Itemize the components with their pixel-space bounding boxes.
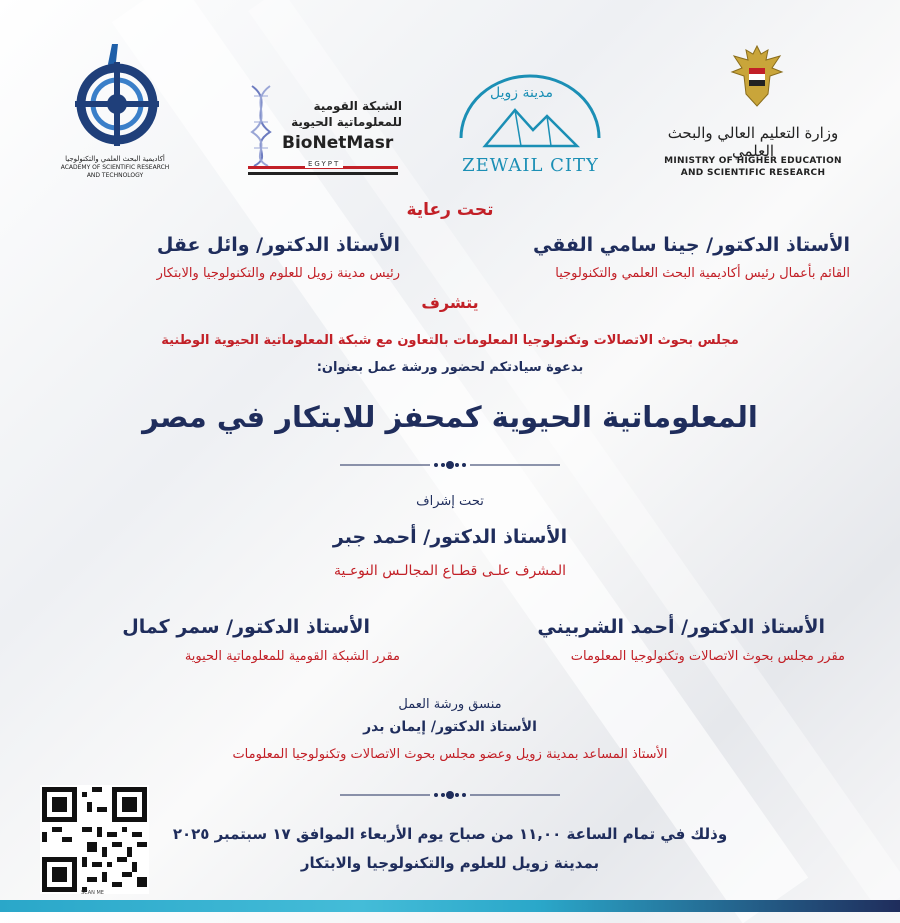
supervision-name: الأستاذ الدكتور/ أحمد جبر [332,526,568,548]
patronage-right-name: الأستاذ الدكتور/ جينا سامي الفقي [532,234,850,256]
council-line: مجلس بحوث الاتصالات وتكنولوجيا المعلومات بالتعاون مع شبكة المعلوماتية الحيوية الوطنية [161,333,739,348]
ministry-english-name [648,155,858,179]
ministry-english-line2: AND SCIENTIFIC RESEARCH [680,168,826,178]
event-place: بمدينة زويل للعلوم والتكنولوجيا والابتكار [300,854,600,872]
ornament-divider [340,460,560,470]
patronage-heading: تحت رعاية [406,200,494,220]
qr-caption: SCAN ME [81,890,104,896]
coordinator-name: الأستاذ الدكتور/ إيمان بدر [363,719,537,735]
academy-arabic-name: أكاديمية البحث العلمي والتكنولوجيا [65,155,165,163]
coordinator-title: الأستاذ المساعد بمدينة زويل وعضو مجلس بحوث الاتصالات وتكنولوجيا المعلومات [232,747,668,762]
academy-emblem-icon [72,42,162,152]
ministry-english-line1: MINISTRY OF HIGHER EDUCATION [664,156,842,166]
bionet-arabic-name [272,98,402,130]
rapporteur-left-name: الأستاذ الدكتور/ سمر كمال [122,616,370,638]
zewail-pyramids-icon [455,68,605,158]
rapporteur-right-name: الأستاذ الدكتور/ أحمد الشربيني [537,616,825,638]
honored-heading: يتشرف [421,293,479,312]
ornament-divider [340,790,560,800]
eagle-emblem-icon [728,42,786,112]
bionet-country: EGYPT [305,160,343,168]
qr-code-icon [42,787,147,892]
zewail-english-name: ZEWAIL CITY [462,155,599,176]
supervision-heading: تحت إشراف [416,494,484,509]
academy-english-line2: AND TECHNOLOGY [86,172,144,179]
bionet-arabic-line2: للمعلوماتية الحيوية [291,115,402,129]
bionet-english-name: BioNetMasr [282,133,394,153]
coordinator-heading: منسق ورشة العمل [398,697,502,712]
supervision-title: المشرف علـى قطـاع المجالـس النوعـية [334,563,566,579]
patronage-left-name: الأستاذ الدكتور/ وائل عقل [156,234,400,256]
ministry-arabic-name: وزارة التعليم العالي والبحث العلمي [667,124,839,160]
rapporteur-left-title: مقرر الشبكة القومية للمعلوماتية الحيوية [184,649,400,664]
patronage-right-title: القائم بأعمال رئيس أكاديمية البحث العلمي والتكنولوجيا [555,266,850,281]
zewail-arabic-name: مدينة زويل [490,85,553,101]
academy-english-line1: ACADEMY OF SCIENTIFIC RESEARCH [60,164,170,171]
workshop-title: المعلوماتية الحيوية كمحفز للابتكار في مصر [142,400,758,434]
bottom-accent-bar [0,900,900,912]
qr-code[interactable] [40,785,149,894]
invite-line: بدعوة سيادتكم لحضور ورشة عمل بعنوان: [316,360,584,375]
patronage-left-title: رئيس مدينة زويل للعلوم والتكنولوجيا والابتكار [156,266,400,281]
egypt-flag-stripe [248,172,398,175]
academy-english-name [40,164,190,180]
event-time: وذلك في تمام الساعة ١١,٠٠ من صباح يوم الأربعاء الموافق ١٧ سبتمبر ٢٠٢٥ [172,825,728,843]
bionet-arabic-line1: الشبكة القومية [313,99,402,113]
rapporteur-right-title: مقرر مجلس بحوث الاتصالات وتكنولوجيا المعلومات [570,649,845,664]
